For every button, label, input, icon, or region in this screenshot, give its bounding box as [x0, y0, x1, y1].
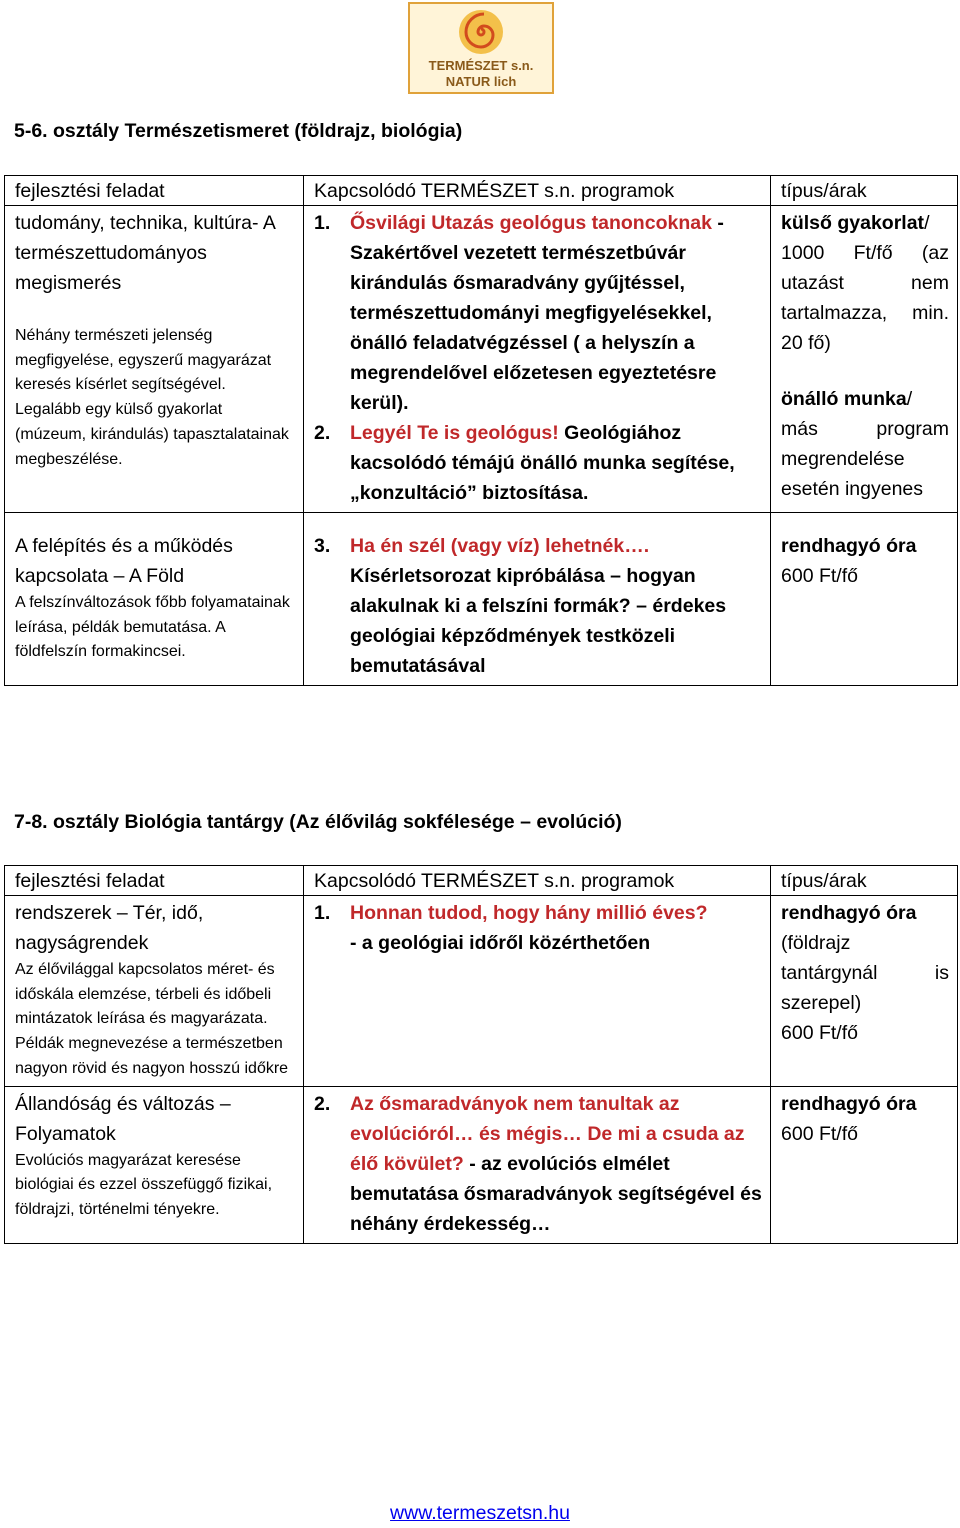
program-title: Honnan tudod, hogy hány millió éves? [350, 902, 708, 924]
program-description: - a geológiai időről közérthetően [350, 932, 651, 954]
table-header-row [5, 176, 958, 206]
table-row [5, 206, 958, 513]
program-title: Ősvilági Utazás geológus tanoncoknak [350, 212, 712, 234]
brand-logo [408, 2, 554, 94]
price-cell [771, 513, 958, 686]
program-list [314, 1089, 762, 1239]
programs-cell [304, 1086, 771, 1243]
program-description: - az evolúciós elmélet bemutatása ősmaradványok segítségével és néhány érdekesség… [350, 1152, 762, 1235]
table-row [5, 896, 958, 1087]
header-price: típus/árak [771, 866, 958, 896]
task-main: Állandóság és változás – Folyamatok [15, 1092, 231, 1145]
item-number: 1. [314, 902, 331, 924]
table-row [5, 1086, 958, 1243]
programs-cell [304, 513, 771, 686]
item-number: 2. [314, 422, 331, 444]
price-type: rendhagyó óra [781, 535, 917, 557]
header-programs: Kapcsolódó TERMÉSZET s.n. programok [304, 176, 771, 206]
item-number: 3. [314, 535, 331, 557]
list-item [314, 531, 762, 681]
task-detail: Az élővilággal kapcsolatos méret- és időskála elemzése, térbeli és időbeli mintázatok leírása és magyarázata. Példák megnevezése a természetben nagyon rövid és nagyon hosszú időkre [15, 961, 289, 1077]
programs-cell [304, 206, 771, 513]
item-number: 2. [314, 1092, 331, 1115]
logo-text-line2: NATUR lich [445, 74, 517, 89]
item-number: 1. [314, 212, 331, 234]
task-detail: A felszínváltozások főbb folyamatainak leírása, példák bemutatása. A földfelszín formakincsei. [15, 594, 290, 661]
price-cell [771, 206, 958, 513]
price-value: 600 Ft/fő [781, 1122, 858, 1145]
price-note: más program megrendelése esetén ingyenes [781, 418, 949, 500]
task-cell [5, 896, 304, 1087]
price-separator: / [924, 212, 930, 234]
task-cell [5, 206, 304, 513]
program-description: - Szakértővel vezetett természetbúvár kirándulás ősmaradvány gyűjtéssel, természettudományi megfigyelésekkel, önálló feladatvégzéssel ( a helyszín a megrendelővel előzetesen egyeztetésre kerül). [350, 212, 724, 414]
program-description: Geológiához kacsolódó témájú önálló munka segítése, „konzultáció” biztosítása. [350, 422, 735, 504]
table-row [5, 513, 958, 686]
program-title: Az ősmaradványok nem tanultak az evolúcióról… és mégis… De mi a csuda az élő kövület? [350, 1092, 745, 1175]
task-main: rendszerek – Tér, idő, nagyságrendek [15, 902, 204, 954]
program-title: Ha én szél (vagy víz) lehetnék…. [350, 535, 650, 557]
programs-cell [304, 896, 771, 1087]
program-list [314, 898, 762, 958]
price-type: külső gyakorlat [781, 212, 925, 234]
price-separator: / [906, 388, 913, 410]
price-value: 600 Ft/fő [781, 565, 858, 587]
task-cell [5, 1086, 304, 1243]
section1-title: 5-6. osztály Természetismeret (földrajz, biológia) [14, 120, 463, 142]
task-main: A felépítés és a működés kapcsolata – A Föld [15, 535, 233, 587]
task-detail: Evolúciós magyarázat keresése biológiai és ezzel összefüggő fizikai, földrajzi, történelmi tényekre. [15, 1151, 273, 1218]
program-description: Kísérletsorozat kipróbálása – hogyan alakulnak ki a felszíni formák? – érdekes geológiai képződmények testközeli bemutatásával [350, 565, 727, 677]
section1-table [4, 175, 958, 686]
section2-table [4, 865, 958, 1244]
price-value: 600 Ft/fő [781, 1022, 858, 1044]
price-type: rendhagyó óra [781, 902, 917, 924]
header-programs: Kapcsolódó TERMÉSZET s.n. programok [304, 866, 771, 896]
spacer [15, 298, 295, 324]
price-value: 1000 Ft/fő (az utazást nem tartalmazza, min. 20 fő) [781, 242, 949, 354]
price-type: rendhagyó óra [781, 1092, 917, 1115]
price-cell [771, 1086, 958, 1243]
header-task: fejlesztési feladat [5, 176, 304, 206]
list-item [314, 898, 762, 958]
program-title: Legyél Te is geológus! [350, 422, 559, 444]
list-item [314, 208, 762, 418]
task-detail: Néhány természeti jelenség megfigyelése, egyszerű magyarázat keresés kísérlet segítségével. Legalább egy külső gyakorlat (múzeum, kirándulás) tapasztalatainak megbeszélése. [15, 327, 289, 468]
spiral-logo-icon [410, 4, 552, 92]
table-header-row [5, 866, 958, 896]
header-task: fejlesztési feladat [5, 866, 304, 896]
program-list [314, 208, 762, 508]
task-cell [5, 513, 304, 686]
section2-title: 7-8. osztály Biológia tantárgy (Az élővilág sokfélesége – evolúció) [14, 811, 622, 833]
list-item [314, 1089, 762, 1239]
price-type: önálló munka [781, 388, 907, 410]
website-link[interactable]: www.termeszetsn.hu [390, 1502, 570, 1524]
task-main: tudomány, technika, kultúra- A természettudományos megismerés [15, 212, 275, 294]
logo-text-line1: TERMÉSZET s.n. [428, 58, 534, 73]
list-item [314, 418, 762, 508]
header-price: típus/árak [771, 176, 958, 206]
spacer [781, 358, 949, 384]
price-note: (földrajz tantárgynál is szerepel) [781, 932, 949, 1014]
price-cell [771, 896, 958, 1087]
program-list [314, 531, 762, 681]
